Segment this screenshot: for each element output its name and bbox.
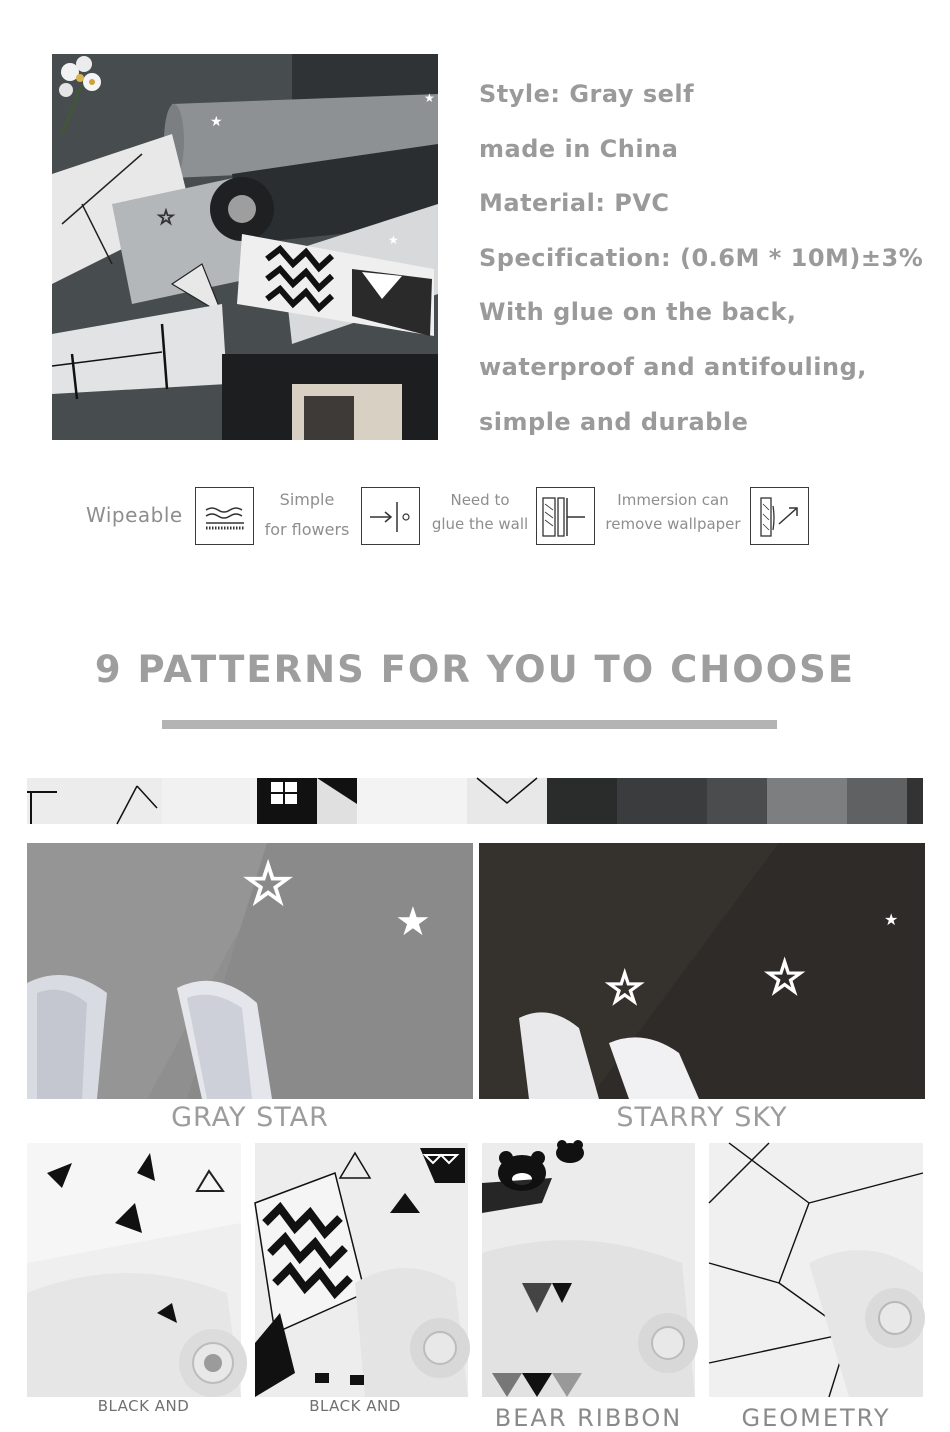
spec-durable: simple and durable	[479, 407, 749, 436]
wipeable-icon	[195, 487, 254, 545]
svg-text:★: ★	[395, 899, 431, 945]
feature-glue-line1: Need to	[450, 491, 510, 509]
caption-bear-ribbon: BEAR RIBBON	[494, 1404, 683, 1432]
product-tile-black-and-triangles[interactable]	[27, 1143, 241, 1397]
product-tile-black-and-tents[interactable]	[255, 1143, 468, 1397]
caption-geometry: GEOMETRY	[741, 1404, 891, 1432]
wall-glue-icon	[536, 487, 595, 545]
pattern-swatches	[27, 778, 923, 824]
feature-glue-line2: glue the wall	[431, 515, 529, 533]
caption-gray-star: GRAY STAR	[171, 1102, 329, 1133]
product-tile-geometry[interactable]	[709, 1143, 923, 1397]
hero-product-photo	[52, 54, 438, 440]
caption-black-and-1: BLACK AND	[97, 1397, 190, 1415]
spec-origin: made in China	[479, 134, 679, 163]
patterns-heading: 9 PATTERNS FOR YOU TO CHOOSE	[94, 648, 856, 691]
svg-text:☆: ☆	[243, 852, 294, 917]
svg-text:☆: ☆	[605, 963, 645, 1014]
svg-text:★: ★	[424, 91, 435, 105]
pattern-swatch-strip	[27, 778, 923, 824]
arrow-to-line-icon	[361, 487, 420, 545]
product-tile-gray-star[interactable]	[27, 843, 473, 1099]
wallpaper-rolls-illustration	[52, 54, 438, 440]
spec-size: Specification: (0.6M * 10M)±3%	[479, 243, 924, 272]
feature-glue	[428, 488, 532, 536]
product-tile-starry-sky[interactable]	[479, 843, 925, 1099]
heading-underline	[162, 720, 777, 729]
spec-glue: With glue on the back,	[479, 298, 797, 327]
feature-immersion-line2: remove wallpaper	[605, 515, 741, 533]
feature-simple	[264, 488, 350, 542]
svg-text:★: ★	[210, 114, 223, 130]
svg-text:☆: ☆	[764, 950, 806, 1004]
product-tile-bear-ribbon[interactable]	[482, 1143, 695, 1397]
svg-text:☆: ☆	[157, 205, 175, 229]
spec-waterproof: waterproof and antifouling,	[479, 352, 867, 381]
feature-simple-line1: Simple	[279, 490, 335, 509]
feature-immersion	[600, 488, 746, 536]
feature-wipeable-label: Wipeable	[86, 503, 183, 527]
spec-material: Material: PVC	[479, 189, 670, 218]
svg-text:★: ★	[884, 910, 899, 929]
feature-immersion-line1: Immersion can	[617, 491, 729, 509]
spec-style: Style: Gray self	[479, 80, 695, 108]
specifications-list	[479, 76, 939, 458]
caption-starry-sky: STARRY SKY	[616, 1102, 788, 1133]
svg-text:★: ★	[388, 233, 399, 247]
feature-simple-line2: for flowers	[264, 520, 350, 539]
caption-black-and-2: BLACK AND	[309, 1397, 401, 1415]
peel-wallpaper-icon	[750, 487, 809, 545]
